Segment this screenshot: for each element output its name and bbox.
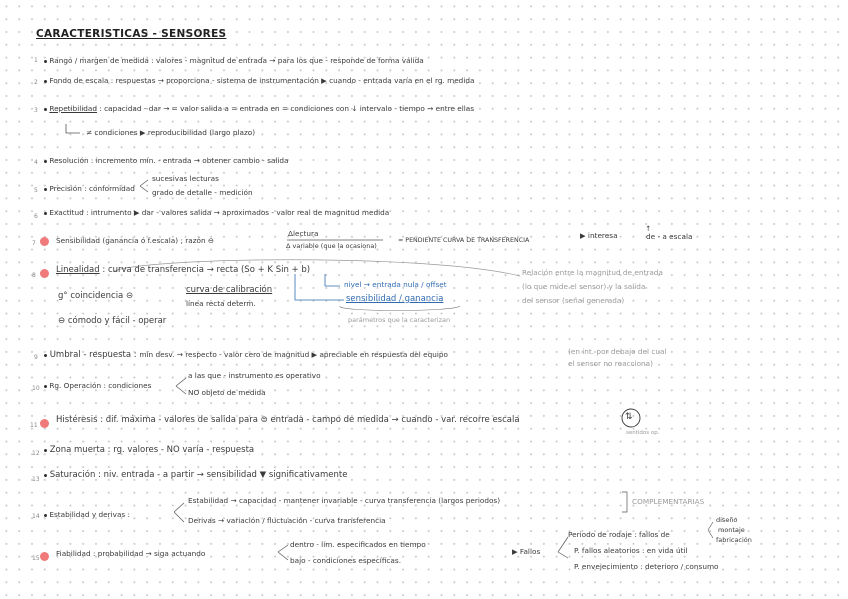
item-branch: fabricación (716, 536, 752, 544)
bullet-icon (44, 474, 47, 477)
list-item: Repetibilidad : capacidad - dar → = valor salida a = entrada en = condiciones con ↓ intervalo - tiempo → entre ellas (44, 104, 474, 113)
item-number: 2 (34, 79, 38, 86)
grey-note: del sensor (señal generada) (522, 296, 625, 305)
grey-note: (en int. por debajo del cual (568, 347, 667, 356)
item-number: 12 (32, 450, 40, 457)
bullet-icon (44, 212, 47, 215)
item-label: Estabilidad y derivas (49, 510, 126, 519)
page-title: CARACTERISTICAS - SENSORES (36, 28, 227, 40)
item-note: de - a escala (646, 232, 693, 241)
item-branch: dentro - lím. especificados en tiempo (290, 540, 426, 549)
item-label: Exactitud (49, 208, 84, 217)
item-branch: Derivas → variación / fluctuación - curva transferencia (188, 516, 386, 525)
item-branch: sucesivas lecturas (152, 174, 219, 183)
item-label: Fondo de escala (49, 76, 109, 85)
item-note: ≈ PENDIENTE CURVA DE TRANSFERENCIA (398, 237, 530, 244)
item-branch: grado de detalle - medición (152, 188, 253, 197)
item-label: Precisión (49, 184, 82, 193)
item-branch: P. fallos aleatorios : en vida útil (574, 546, 688, 555)
highlight-dot-icon (40, 419, 49, 428)
item-number: 3 (34, 107, 38, 114)
fraction-top: Δlectura (288, 229, 319, 238)
grey-note: Relación entre la magnitud de entrada (522, 268, 663, 277)
item-text: niv. entrada - a partir → sensibilidad ▼ significativamente (103, 470, 348, 480)
item-text: (ganancia ó f.escala) ; razón ⊖ (102, 236, 215, 245)
item-number: 11 (30, 422, 38, 429)
item-label: Fiabilidad (56, 549, 91, 558)
bullet-icon (44, 160, 47, 163)
list-item: Linealidad : curva de transferencia → recta (So + K Sin + b) (56, 265, 311, 275)
list-item (56, 236, 214, 245)
item-branch: NO objeto de medida (188, 388, 266, 397)
grey-note: parámetros que la caracterizan (348, 316, 451, 324)
item-branch: montaje (718, 526, 745, 534)
item-label: Rg. Operación (49, 381, 102, 390)
item-label: Repetibilidad (49, 104, 98, 113)
blue-note: sensibilidad / ganancia (346, 294, 444, 304)
item-branch: Estabilidad → capacidad - mantener invariable - curva transferencia (largos periodos) (188, 496, 501, 505)
item-number: 10 (32, 385, 40, 392)
bullet-icon (44, 60, 47, 63)
item-sub: curva de calibración (186, 285, 273, 295)
item-label: Linealidad (56, 265, 100, 275)
fraction-bottom: Δ variable (que la ocasiona) (286, 242, 377, 250)
item-sub: ≠ condiciones ▶ reproducibilidad (largo plazo) (86, 128, 256, 137)
list-item: Fiabilidad : probabilidad → siga actuando (56, 549, 206, 558)
bullet-icon (44, 354, 47, 357)
item-text: intrumento ▶ dar - valores salida → aproximados - valor real de magnitud medida (90, 208, 390, 217)
list-item: Rango / margen de medida : valores - magnitud de entrada → para los que - responde de forma válida (44, 56, 424, 65)
item-number: 15 (32, 555, 40, 562)
item-branch: P. envejecimiento : deterioro / consumo (574, 562, 719, 571)
list-item: Zona muerta : rg. valores - NO varía - respuesta (44, 446, 254, 455)
grey-note: (lo que mide el sensor) y la salida (522, 282, 646, 291)
list-item: Rg. Operación : condiciones (44, 381, 151, 390)
item-number: 5 (34, 187, 38, 194)
item-sub: ⊖ cómodo y fácil - operar (58, 316, 167, 326)
item-text: respuestas → proporciona - sistema de instrumentación ▶ cuando - entrada varía en el rg. medida (115, 76, 475, 85)
item-label: Histéresis (56, 415, 98, 425)
item-text: capacidad - dar → = valor salida a = entrada en = condiciones con ↓ intervalo - tiempo → entre ellas (104, 104, 475, 113)
item-text: incremento mín. - entrada → obtener cambio - salida (95, 156, 289, 165)
item-text: valores - magnitud de entrada → para los que - responde de forma válida (155, 56, 424, 65)
item-number: 1 (34, 57, 38, 64)
list-item: Precisión : conformidad (44, 184, 135, 193)
list-item: Estabilidad y derivas : (44, 510, 130, 519)
item-text: probabilidad → siga actuando (97, 549, 206, 558)
item-branch: bajo - condiciones específicas. (290, 556, 402, 565)
bullet-icon (44, 80, 47, 83)
item-text: mín desv. → respecto - valor cero de magnitud ▶ apreciable en respuesta del equipo (139, 350, 448, 359)
blue-note: nivel → entrada nula / offset (344, 280, 447, 289)
item-sub: g° coincidencia ⊝ (58, 291, 134, 301)
grey-note: sentidos op. (626, 430, 660, 436)
item-label: Umbral - respuesta (49, 350, 132, 360)
item-branch: Periodo de rodaje : fallos de (568, 530, 670, 539)
item-text: dif. máxima - valores de salida para ⊜ entrada - campo de medida → cuando - var. recorre escala (105, 415, 520, 425)
list-item: Saturación : niv. entrada - a partir → sensibilidad ▼ significativamente (44, 471, 347, 480)
list-item: Umbral - respuesta : mín desv. → respecto - valor cero de magnitud ▶ apreciable en respuesta del equipo (44, 350, 448, 360)
bullet-icon (44, 188, 47, 191)
item-branch: diseño (716, 516, 738, 524)
bullet-icon (44, 449, 47, 452)
item-label: Resolución (49, 156, 89, 165)
item-text: condiciones (108, 381, 152, 390)
up-down-arrows-icon: ⇅ (625, 412, 633, 422)
item-label: Saturación (49, 470, 96, 480)
grey-note: el sensor no reacciona) (568, 359, 654, 368)
item-number: 14 (32, 513, 40, 520)
item-label: Zona muerta (49, 445, 105, 455)
item-number: 6 (34, 213, 38, 220)
highlight-dot-icon (40, 237, 49, 246)
item-number: 8 (32, 272, 36, 279)
highlight-dot-icon (40, 552, 49, 561)
list-item: Resolución : incremento mín. - entrada → obtener cambio - salida (44, 156, 289, 165)
item-text: conformidad (89, 184, 135, 193)
item-sub: línea recta determ. (186, 299, 256, 308)
item-text: rg. valores - NO varía - respuesta (113, 445, 255, 455)
item-number: 13 (32, 476, 40, 483)
highlight-dot-icon (40, 269, 49, 278)
item-text: curva de transferencia → recta (So + K Sin + b) (107, 265, 311, 275)
list-item: Histéresis : dif. máxima - valores de salida para ⊜ entrada - campo de medida → cuando - var. recorre escala (56, 415, 520, 425)
grey-note: COMPLEMENTARIAS (632, 497, 705, 506)
item-number: 4 (34, 159, 38, 166)
item-note: ▶ interesa (580, 231, 618, 240)
list-item: Fondo de escala : respuestas → proporciona - sistema de instrumentación ▶ cuando - entrada varía en el rg. medida (44, 76, 474, 85)
bullet-icon (44, 385, 47, 388)
item-label: Rango / margen de medida (49, 56, 149, 65)
bullet-icon (44, 514, 47, 517)
item-number: 7 (32, 240, 36, 247)
item-branch: a las que - instrumento es operativo (188, 371, 321, 380)
up-arrow-icon: ↑ (645, 224, 652, 233)
bullet-icon (44, 108, 47, 111)
item-number: 9 (34, 354, 38, 361)
list-item: Exactitud : intrumento ▶ dar - valores salida → aproximados - valor real de magnitud medida (44, 208, 389, 217)
item-note: ▶ Fallos (512, 547, 541, 556)
item-label: Sensibilidad (56, 236, 101, 245)
